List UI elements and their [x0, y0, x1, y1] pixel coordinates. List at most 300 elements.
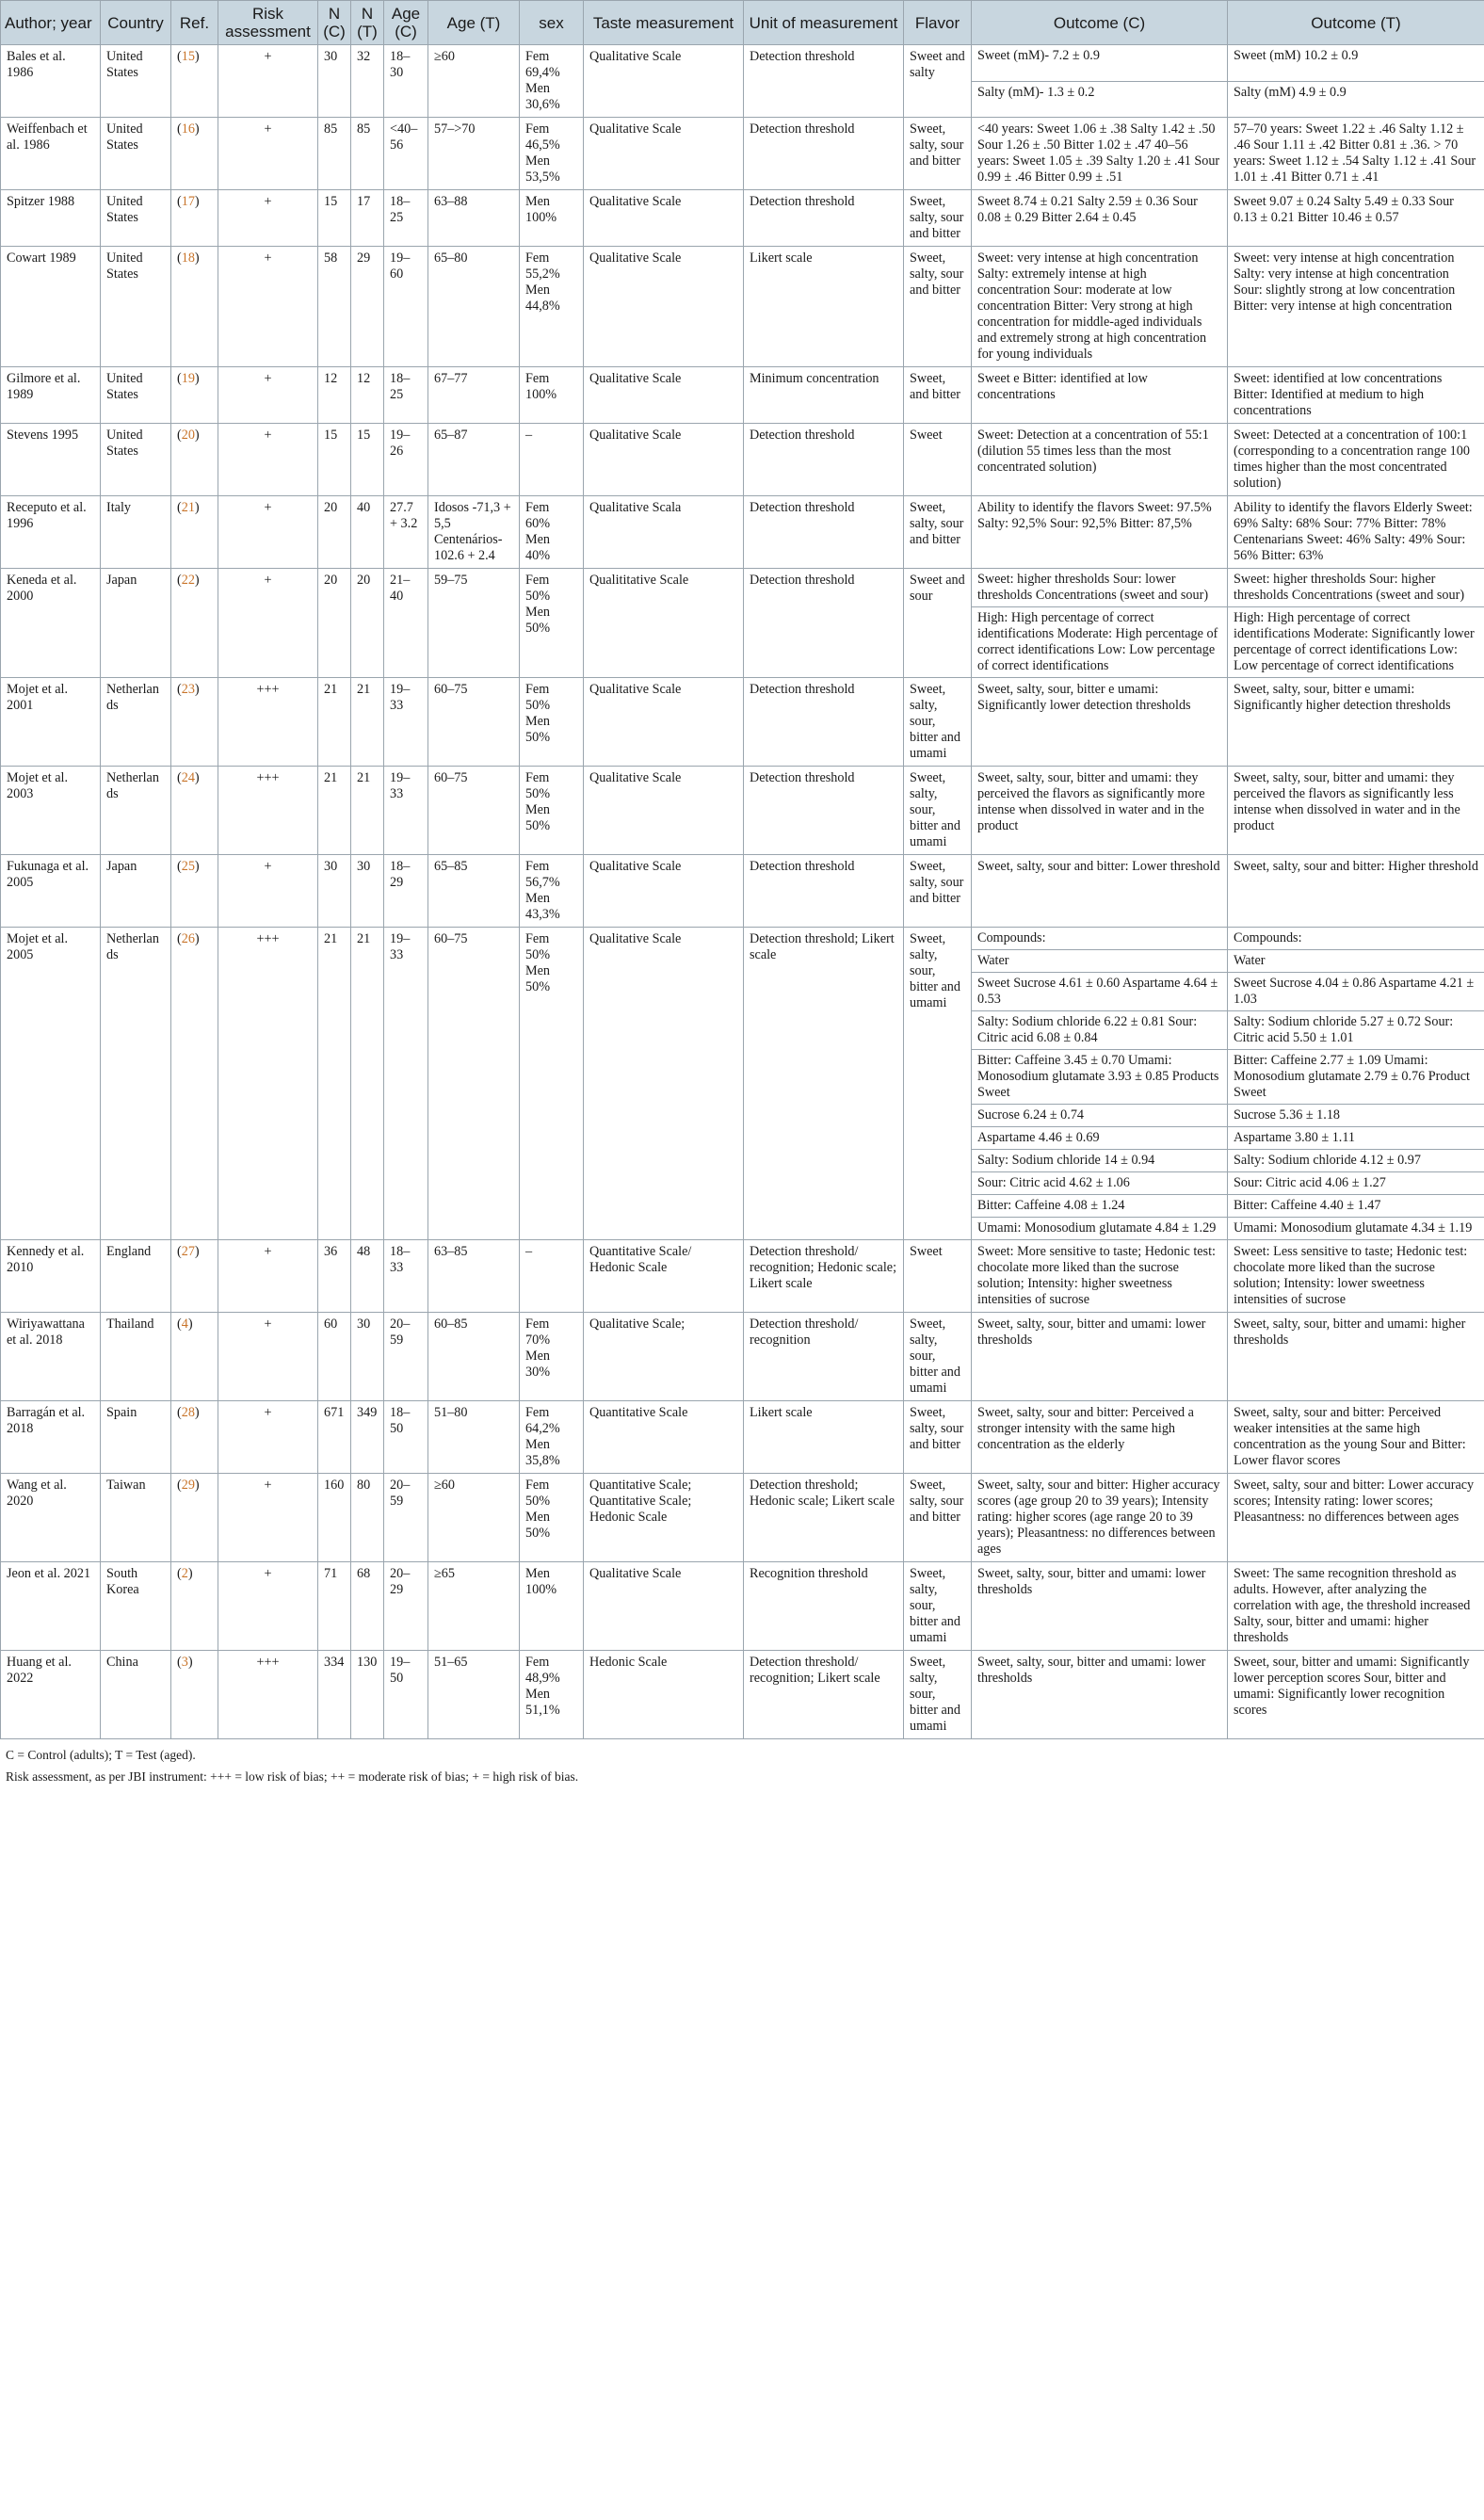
sex-line: Fem [525, 859, 550, 874]
column-header: sex [520, 1, 584, 45]
cell-taste-measurement: Qualitative Scala [584, 496, 744, 569]
cell-outcome-control [972, 424, 1228, 496]
reference-link[interactable]: 27 [181, 1244, 195, 1259]
column-header: Age (C) [384, 1, 428, 45]
cell-outcome-test: Aspartame 3.80 ± 1.11 [1228, 1127, 1484, 1150]
table-row [1, 1313, 1484, 1401]
cell-flavor: Sweet, salty, sour and bitter [904, 1401, 972, 1474]
sex-line: 50% [525, 979, 551, 994]
cell-risk: +++ [218, 678, 318, 767]
sex-line: Men [525, 1687, 551, 1702]
sex-line: 35,8% [525, 1453, 560, 1468]
sex-line: 53,5% [525, 170, 560, 185]
cell-age-control: 18–25 [384, 190, 428, 247]
cell-n-control: 36 [318, 1240, 351, 1313]
cell-outcome-test [1228, 118, 1484, 190]
cell-sex [520, 1240, 584, 1313]
sex-line: 50% [525, 947, 551, 962]
outcome-line: Sweet, salty, sour and bitter: Higher accuracy scores (age group 20 to 39 years); Intensity rating: higher scores (age range 20 to 39 years); Pleasantness: no differences between ages [977, 1478, 1220, 1557]
outcome-line: Sweet, salty, sour, bitter e umami: Significantly lower detection thresholds [977, 682, 1191, 713]
cell-outcome-test: Umami: Monosodium glutamate 4.34 ± 1.19 [1228, 1218, 1484, 1240]
sex-line: Men [525, 532, 551, 547]
sex-line: 51,1% [525, 1703, 560, 1718]
cell-outcome-test: Salty: Sodium chloride 5.27 ± 0.72 Sour: Citric acid 5.50 ± 1.01 [1228, 1011, 1484, 1050]
cell-n-control: 15 [318, 190, 351, 247]
sex-line: Men [525, 153, 551, 169]
cell-age-test: 65–85 [428, 855, 520, 928]
cell-age-test: 59–75 [428, 569, 520, 678]
cell-sex [520, 1401, 584, 1474]
cell-outcome-test: Water [1228, 950, 1484, 973]
cell-outcome-control: Salty (mM)- 1.3 ± 0.2 [972, 81, 1228, 118]
cell-taste-measurement: Qualitative Scale [584, 678, 744, 767]
sex-line: Fem [525, 1478, 550, 1493]
cell-n-control: 30 [318, 45, 351, 118]
outcome-line: Sweet: The same recognition threshold as adults. However, after analyzing the correlation with age, the threshold increased Salty, sour, bitter and umami: higher thresholds [1234, 1566, 1471, 1645]
sex-line: 50% [525, 1494, 551, 1509]
sex-line: Men [525, 891, 551, 906]
cell-outcome-test: High: High percentage of correct identifications Moderate: Significantly lower percentage of correct identifications Low: Low percentage of correct identifications [1228, 607, 1484, 678]
reference-link[interactable]: 3 [181, 1655, 188, 1670]
cell-risk: + [218, 190, 318, 247]
sex-line: 50% [525, 698, 551, 713]
cell-age-control: 19–33 [384, 928, 428, 1240]
cell-n-test: 48 [351, 1240, 384, 1313]
cell-n-control: 20 [318, 569, 351, 678]
cell-flavor: Sweet, salty, sour, bitter and umami [904, 767, 972, 855]
column-header: N (T) [351, 1, 384, 45]
cell-age-test: 65–87 [428, 424, 520, 496]
cell-n-test: 32 [351, 45, 384, 118]
reference-link[interactable]: 29 [181, 1478, 195, 1493]
column-header: N (C) [318, 1, 351, 45]
cell-outcome-control: Sweet (mM)- 7.2 ± 0.9 [972, 45, 1228, 82]
table-row [1, 1401, 1484, 1474]
cell-n-control: 671 [318, 1401, 351, 1474]
sex-line: Fem [525, 770, 550, 785]
cell-n-test: 130 [351, 1651, 384, 1739]
cell-n-control: 71 [318, 1562, 351, 1651]
outcome-line: Sweet, salty, sour and bitter: Higher threshold [1234, 859, 1478, 874]
table-row [1, 118, 1484, 190]
outcome-line: Sweet 9.07 ± 0.24 Salty 5.49 ± 0.33 Sour 0.13 ± 0.21 Bitter 10.46 ± 0.57 [1234, 194, 1454, 225]
cell-taste-measurement: Qualitative Scale [584, 424, 744, 496]
cell-risk: + [218, 1474, 318, 1562]
cell-author: Fukunaga et al. 2005 [1, 855, 101, 928]
column-header: Taste measurement [584, 1, 744, 45]
cell-ref: (25) [171, 855, 218, 928]
cell-age-test: 60–75 [428, 928, 520, 1240]
sex-line: 50% [525, 621, 551, 636]
cell-unit: Detection threshold [744, 767, 904, 855]
cell-ref: (22) [171, 569, 218, 678]
cell-outcome-control [972, 118, 1228, 190]
cell-risk: + [218, 569, 318, 678]
reference-link[interactable]: 25 [181, 859, 195, 874]
sex-line: Fem [525, 1405, 550, 1420]
cell-risk: + [218, 496, 318, 569]
sex-line: 30,6% [525, 97, 560, 112]
outcome-line: Sweet, sour, bitter and umami: Significantly lower perception scores Sour, bitter and umami: Significantly lower recognition scores [1234, 1655, 1470, 1718]
cell-country: Japan [101, 569, 171, 678]
outcome-line: Sweet, salty, sour, bitter e umami: Significantly higher detection thresholds [1234, 682, 1451, 713]
sex-line: 48,9% [525, 1671, 560, 1686]
cell-outcome-control [972, 1651, 1228, 1739]
cell-outcome-control: Sweet Sucrose 4.61 ± 0.60 Aspartame 4.64 ± 0.53 [972, 973, 1228, 1011]
cell-taste-measurement: Qualititative Scale [584, 569, 744, 678]
cell-country: China [101, 1651, 171, 1739]
cell-sex [520, 1651, 584, 1739]
cell-age-control: 18–30 [384, 45, 428, 118]
cell-country: Thailand [101, 1313, 171, 1401]
cell-outcome-control [972, 1562, 1228, 1651]
cell-flavor: Sweet, salty, sour, bitter and umami [904, 1651, 972, 1739]
reference-link[interactable]: 26 [181, 931, 195, 946]
cell-flavor: Sweet, salty, sour and bitter [904, 855, 972, 928]
cell-age-test: 60–75 [428, 767, 520, 855]
cell-author: Mojet et al. 2005 [1, 928, 101, 1240]
sex-line: 69,4% [525, 65, 560, 80]
reference-link[interactable]: 2 [181, 1566, 188, 1581]
cell-outcome-control [972, 1313, 1228, 1401]
cell-outcome-test: Salty (mM) 4.9 ± 0.9 [1228, 81, 1484, 118]
cell-n-control: 21 [318, 678, 351, 767]
cell-sex [520, 367, 584, 424]
cell-n-test: 21 [351, 678, 384, 767]
cell-risk: + [218, 1240, 318, 1313]
reference-link[interactable]: 15 [181, 49, 195, 64]
reference-link[interactable]: 24 [181, 770, 195, 785]
cell-age-test: 67–77 [428, 367, 520, 424]
cell-author: Keneda et al. 2000 [1, 569, 101, 678]
cell-n-control: 160 [318, 1474, 351, 1562]
cell-outcome-control: Aspartame 4.46 ± 0.69 [972, 1127, 1228, 1150]
cell-author: Receputo et al. 1996 [1, 496, 101, 569]
cell-taste-measurement: Qualitative Scale; [584, 1313, 744, 1401]
cell-country: United States [101, 45, 171, 118]
cell-age-test: 51–80 [428, 1401, 520, 1474]
cell-age-test: 65–80 [428, 247, 520, 367]
cell-country: Netherlands [101, 678, 171, 767]
cell-ref: (23) [171, 678, 218, 767]
sex-line: – [525, 1244, 533, 1259]
sex-line: 30% [525, 1365, 551, 1380]
footnote-abbreviations: C = Control (adults); T = Test (aged). [6, 1748, 196, 1762]
column-header: Age (T) [428, 1, 520, 45]
cell-sex [520, 424, 584, 496]
sex-line: Fem [525, 250, 550, 266]
cell-author: Mojet et al. 2003 [1, 767, 101, 855]
cell-taste-measurement: Quantitative Scale; Quantitative Scale; Hedonic Scale [584, 1474, 744, 1562]
cell-risk: + [218, 424, 318, 496]
cell-unit: Detection threshold [744, 678, 904, 767]
cell-unit: Minimum concentration [744, 367, 904, 424]
column-header: Author; year [1, 1, 101, 45]
cell-ref: (26) [171, 928, 218, 1240]
reference-link[interactable]: 4 [181, 1317, 188, 1332]
cell-n-test: 21 [351, 767, 384, 855]
cell-sex [520, 1474, 584, 1562]
reference-link[interactable]: 19 [181, 371, 195, 386]
table-row [1, 678, 1484, 767]
sex-line: Men [525, 1349, 551, 1364]
sex-line: Men [525, 194, 551, 209]
cell-taste-measurement: Hedonic Scale [584, 1651, 744, 1739]
cell-ref: (21) [171, 496, 218, 569]
reference-link[interactable]: 23 [181, 682, 195, 697]
cell-taste-measurement: Qualitative Scale [584, 1562, 744, 1651]
cell-author: Weiffenbach et al. 1986 [1, 118, 101, 190]
cell-outcome-test [1228, 190, 1484, 247]
cell-age-control: 18–33 [384, 1240, 428, 1313]
column-header: Country [101, 1, 171, 45]
cell-unit: Likert scale [744, 247, 904, 367]
cell-n-control: 60 [318, 1313, 351, 1401]
table-row [1, 1474, 1484, 1562]
cell-outcome-test [1228, 496, 1484, 569]
reference-link[interactable]: 22 [181, 573, 195, 588]
cell-n-test: 21 [351, 928, 384, 1240]
table-row [1, 1240, 1484, 1313]
cell-ref: (17) [171, 190, 218, 247]
cell-country: Taiwan [101, 1474, 171, 1562]
table-row [1, 424, 1484, 496]
cell-author: Barragán et al. 2018 [1, 1401, 101, 1474]
outcome-line: Sweet e Bitter: identified at low concentrations [977, 371, 1148, 402]
cell-outcome-test [1228, 1474, 1484, 1562]
cell-taste-measurement: Qualitative Scale [584, 118, 744, 190]
cell-n-control: 15 [318, 424, 351, 496]
cell-taste-measurement: Qualitative Scale [584, 45, 744, 118]
cell-age-test: Idosos -71,3 + 5,5 Centenários-102.6 + 2.4 [428, 496, 520, 569]
cell-n-test: 20 [351, 569, 384, 678]
cell-ref: (16) [171, 118, 218, 190]
sex-line: Men [525, 1437, 551, 1452]
sex-line: 100% [525, 1582, 557, 1597]
cell-n-test: 30 [351, 855, 384, 928]
header-row [1, 1, 1484, 45]
cell-sex [520, 569, 584, 678]
cell-risk: +++ [218, 928, 318, 1240]
cell-outcome-test: Sour: Citric acid 4.06 ± 1.27 [1228, 1172, 1484, 1195]
cell-n-control: 85 [318, 118, 351, 190]
cell-country: United States [101, 190, 171, 247]
cell-outcome-test [1228, 767, 1484, 855]
cell-n-control: 58 [318, 247, 351, 367]
sex-line: Fem [525, 682, 550, 697]
cell-age-control: 19–60 [384, 247, 428, 367]
cell-unit: Detection threshold/ recognition [744, 1313, 904, 1401]
cell-flavor: Sweet, salty, sour and bitter [904, 1474, 972, 1562]
outcome-line: Sweet, salty, sour, bitter and umami: they perceived the flavors as significantly more intense when dissolved in water and in the product [977, 770, 1205, 833]
cell-outcome-test: Sweet: higher thresholds Sour: higher thresholds Concentrations (sweet and sour) [1228, 569, 1484, 607]
cell-author: Spitzer 1988 [1, 190, 101, 247]
sex-line: 50% [525, 786, 551, 801]
cell-n-test: 29 [351, 247, 384, 367]
reference-link[interactable]: 20 [181, 428, 195, 443]
cell-age-test: ≥65 [428, 1562, 520, 1651]
outcome-line: Ability to identify the flavors Sweet: 97.5% Salty: 92,5% Sour: 92,5% Bitter: 87,5% [977, 500, 1212, 531]
cell-outcome-control: Compounds: [972, 928, 1228, 950]
cell-unit: Detection threshold [744, 424, 904, 496]
cell-age-test: 63–88 [428, 190, 520, 247]
cell-country: Netherlands [101, 928, 171, 1240]
cell-age-test: 57–>70 [428, 118, 520, 190]
sex-line: Fem [525, 121, 550, 137]
cell-outcome-test: Compounds: [1228, 928, 1484, 950]
reference-link[interactable]: 16 [181, 121, 195, 137]
cell-sex [520, 928, 584, 1240]
table-row [1, 247, 1484, 367]
outcome-line: Sweet, salty, sour, bitter and umami: lower thresholds [977, 1655, 1206, 1686]
table-row [1, 496, 1484, 569]
cell-age-control: 18–29 [384, 855, 428, 928]
cell-ref: (28) [171, 1401, 218, 1474]
cell-ref: (4) [171, 1313, 218, 1401]
outcome-line: Sweet: Detection at a concentration of 55:1 (dilution 55 times less than the most concentrated solution) [977, 428, 1209, 475]
outcome-line: 57–70 years: Sweet 1.22 ± .46 Salty 1.12 ± .46 Sour 1.11 ± .42 Bitter 0.81 ± .36. > 70 years: Sweet 1.12 ± .54 Salty 1.12 ± .41 Sour 1.01 ± .41 Bitter 0.71 ± .41 [1234, 121, 1476, 185]
cell-flavor: Sweet, salty, sour and bitter [904, 118, 972, 190]
sex-line: Men [525, 605, 551, 620]
cell-taste-measurement: Quantitative Scale [584, 1401, 744, 1474]
outcome-line: Sweet, salty, sour and bitter: Perceived weaker intensities at the same high concentration as the young Sour and Bitter: Lower flavor scores [1234, 1405, 1466, 1468]
cell-outcome-control [972, 496, 1228, 569]
reference-link[interactable]: 28 [181, 1405, 195, 1420]
cell-country: Spain [101, 1401, 171, 1474]
cell-age-test: 63–85 [428, 1240, 520, 1313]
cell-risk: + [218, 1562, 318, 1651]
cell-age-control: 27.7 + 3.2 [384, 496, 428, 569]
reference-link[interactable]: 21 [181, 500, 195, 515]
outcome-line: Sweet: Less sensitive to taste; Hedonic test: chocolate more liked than the sucrose solution; Intensity: lower sweetness intensities of sucrose [1234, 1244, 1468, 1307]
sex-line: 40% [525, 548, 551, 563]
cell-unit: Detection threshold [744, 118, 904, 190]
cell-sex [520, 1313, 584, 1401]
cell-outcome-control [972, 190, 1228, 247]
cell-outcome-control: Water [972, 950, 1228, 973]
cell-outcome-test: Sweet Sucrose 4.04 ± 0.86 Aspartame 4.21 ± 1.03 [1228, 973, 1484, 1011]
cell-author: Cowart 1989 [1, 247, 101, 367]
cell-sex [520, 118, 584, 190]
table-row [1, 855, 1484, 928]
cell-n-test: 30 [351, 1313, 384, 1401]
table-row [1, 767, 1484, 855]
outcome-line: Sweet: More sensitive to taste; Hedonic test: chocolate more liked than the sucrose solution; Intensity: higher sweetness intensities of sucrose [977, 1244, 1216, 1307]
cell-outcome-test: Bitter: Caffeine 2.77 ± 1.09 Umami: Monosodium glutamate 2.79 ± 0.76 Product Sweet [1228, 1050, 1484, 1105]
cell-sex [520, 247, 584, 367]
cell-outcome-test [1228, 1401, 1484, 1474]
cell-risk: + [218, 855, 318, 928]
footnote-risk-assessment: Risk assessment, as per JBI instrument: +++ = low risk of bias; ++ = moderate risk of bias; + = high risk of bias. [6, 1769, 579, 1784]
cell-age-control: 20–59 [384, 1313, 428, 1401]
cell-outcome-test [1228, 1313, 1484, 1401]
cell-age-control: 19–33 [384, 767, 428, 855]
outcome-line: Sweet: Detected at a concentration of 100:1 (corresponding to a concentration range 100 times higher than the most concentrated solution) [1234, 428, 1470, 491]
cell-author: Jeon et al. 2021 [1, 1562, 101, 1651]
sex-line: Fem [525, 500, 550, 515]
sex-line: Fem [525, 371, 550, 386]
cell-flavor: Sweet and salty [904, 45, 972, 118]
sex-line: Men [525, 963, 551, 978]
table-row [1, 45, 1484, 82]
cell-flavor: Sweet, salty, sour, bitter and umami [904, 1562, 972, 1651]
cell-outcome-control: Bitter: Caffeine 4.08 ± 1.24 [972, 1195, 1228, 1218]
column-header: Outcome (C) [972, 1, 1228, 45]
cell-age-control: 18–25 [384, 367, 428, 424]
sex-line: 60% [525, 516, 551, 531]
sex-line: Fem [525, 49, 550, 64]
cell-ref: (3) [171, 1651, 218, 1739]
outcome-line: Sweet, salty, sour and bitter: Lower accuracy scores; Intensity rating: lower scores; Pleasantness: no differences between ages [1234, 1478, 1475, 1525]
cell-n-test: 15 [351, 424, 384, 496]
cell-ref: (29) [171, 1474, 218, 1562]
outcome-line: Sweet, salty, sour, bitter and umami: they perceived the flavors as significantly less intense when dissolved in water and in the product [1234, 770, 1460, 833]
cell-taste-measurement: Qualitative Scale [584, 928, 744, 1240]
cell-risk: +++ [218, 1651, 318, 1739]
sex-line: 55,2% [525, 267, 560, 282]
cell-unit: Detection threshold [744, 496, 904, 569]
cell-age-control: 19–26 [384, 424, 428, 496]
cell-flavor: Sweet, salty, sour, bitter and umami [904, 1313, 972, 1401]
sex-line: Men [525, 802, 551, 817]
cell-unit: Detection threshold [744, 45, 904, 118]
cell-flavor: Sweet [904, 424, 972, 496]
outcome-line: Ability to identify the flavors Elderly Sweet: 69% Salty: 68% Sour: 77% Bitter: 78% Centenarians Sweet: 46% Salty: 49% Sour: 56% Bitter: 63% [1234, 500, 1473, 563]
cell-unit: Detection threshold; Likert scale [744, 928, 904, 1240]
cell-flavor: Sweet, and bitter [904, 367, 972, 424]
cell-n-control: 21 [318, 928, 351, 1240]
cell-risk: + [218, 247, 318, 367]
cell-outcome-control [972, 247, 1228, 367]
column-header: Risk assessment [218, 1, 318, 45]
sex-line: 43,3% [525, 907, 560, 922]
outcome-line: <40 years: Sweet 1.06 ± .38 Salty 1.42 ± .50 Sour 1.26 ± .50 Bitter 1.02 ± .47 40–56 years: Sweet 1.05 ± .39 Salty 1.20 ± .41 Sour 0.99 ± .46 Bitter 0.99 ± .51 [977, 121, 1220, 185]
cell-ref: (24) [171, 767, 218, 855]
cell-ref: (15) [171, 45, 218, 118]
cell-author: Mojet et al. 2001 [1, 678, 101, 767]
cell-unit: Detection threshold; Hedonic scale; Likert scale [744, 1474, 904, 1562]
cell-author: Bales et al. 1986 [1, 45, 101, 118]
cell-taste-measurement: Qualitative Scale [584, 247, 744, 367]
cell-age-control: <40–56 [384, 118, 428, 190]
reference-link[interactable]: 18 [181, 250, 195, 266]
cell-age-control: 19–33 [384, 678, 428, 767]
outcome-line: Sweet 8.74 ± 0.21 Salty 2.59 ± 0.36 Sour 0.08 ± 0.29 Bitter 2.64 ± 0.45 [977, 194, 1198, 225]
sex-line: 46,5% [525, 137, 560, 153]
cell-country: United States [101, 247, 171, 367]
cell-sex [520, 1562, 584, 1651]
cell-n-control: 30 [318, 855, 351, 928]
reference-link[interactable]: 17 [181, 194, 195, 209]
cell-n-test: 40 [351, 496, 384, 569]
cell-country: South Korea [101, 1562, 171, 1651]
cell-outcome-control [972, 678, 1228, 767]
cell-author: Stevens 1995 [1, 424, 101, 496]
outcome-line: Sweet, salty, sour, bitter and umami: lower thresholds [977, 1317, 1206, 1348]
cell-country: United States [101, 367, 171, 424]
cell-country: England [101, 1240, 171, 1313]
cell-ref: (20) [171, 424, 218, 496]
cell-n-control: 334 [318, 1651, 351, 1739]
cell-taste-measurement: Qualitative Scale [584, 190, 744, 247]
cell-n-test: 12 [351, 367, 384, 424]
cell-outcome-control [972, 367, 1228, 424]
sex-line: 64,2% [525, 1421, 560, 1436]
sex-line: 56,7% [525, 875, 560, 890]
cell-outcome-test [1228, 1240, 1484, 1313]
table-row [1, 367, 1484, 424]
cell-risk: +++ [218, 767, 318, 855]
